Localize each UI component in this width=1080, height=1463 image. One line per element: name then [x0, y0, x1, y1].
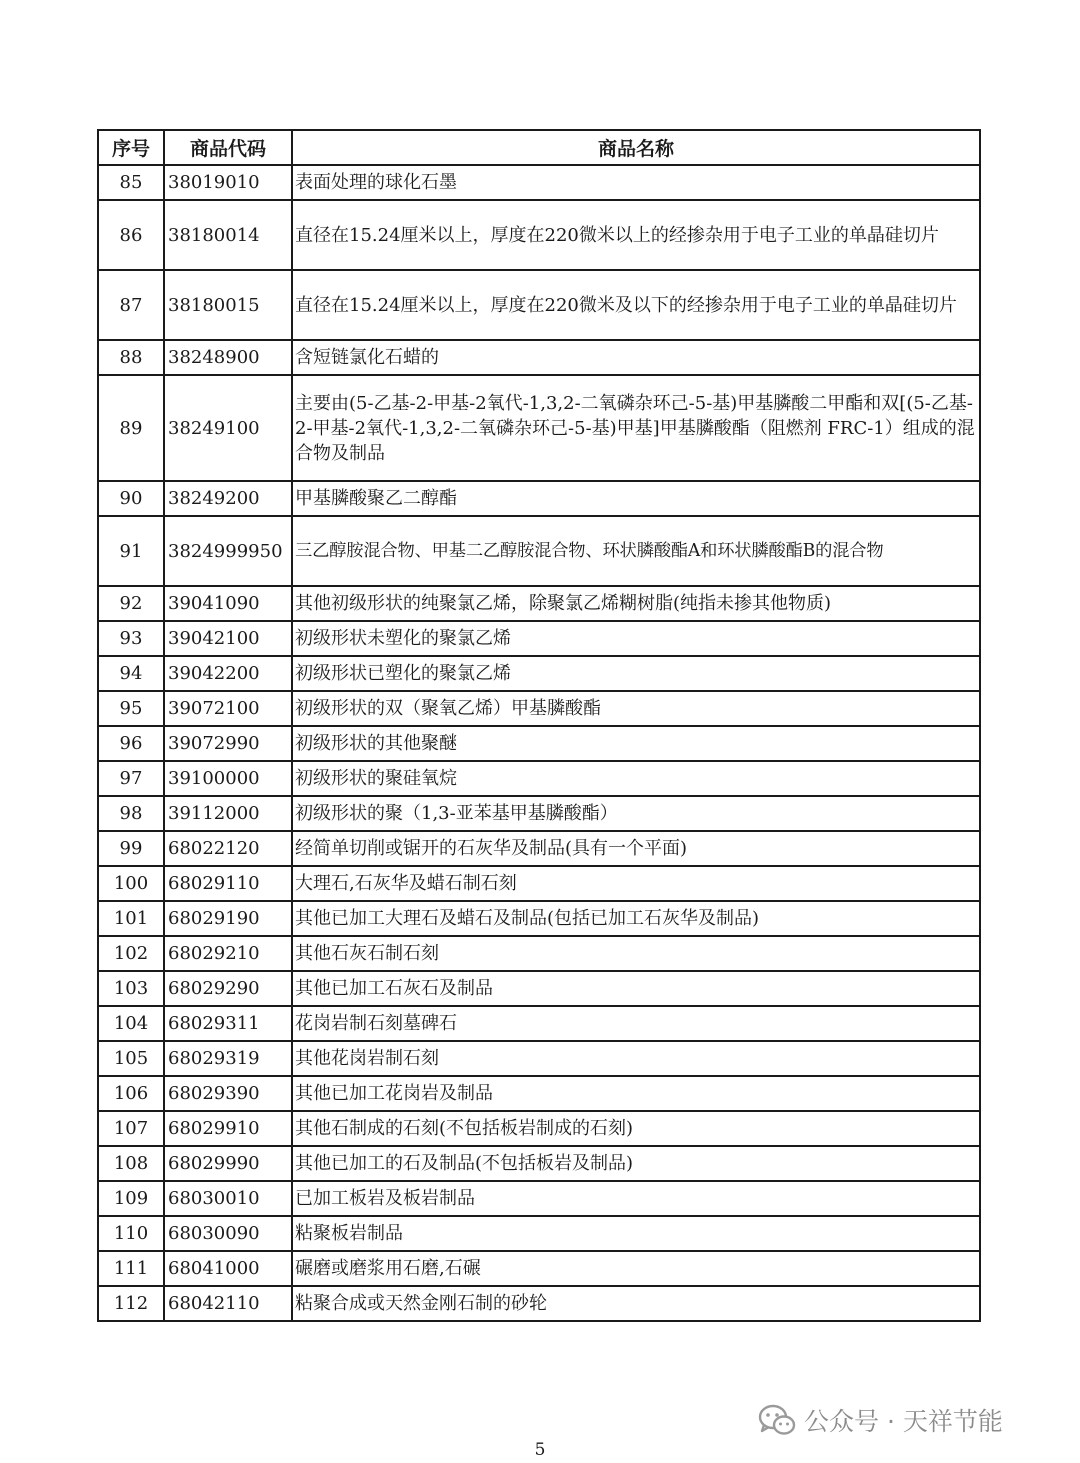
header-code: 商品代码 — [164, 130, 292, 165]
row-name: 甲基膦酸聚乙二醇酯 — [292, 481, 980, 516]
row-code: 39072100 — [164, 691, 292, 726]
row-code: 39112000 — [164, 796, 292, 831]
table-row — [98, 866, 980, 901]
row-code: 68029190 — [164, 901, 292, 936]
table-row — [98, 901, 980, 936]
row-no: 85 — [98, 165, 164, 200]
row-no: 87 — [98, 270, 164, 340]
table-row — [98, 165, 980, 200]
row-name: 粘聚合成或天然金刚石制的砂轮 — [292, 1286, 980, 1321]
row-name: 粘聚板岩制品 — [292, 1216, 980, 1251]
row-name: 直径在15.24厘米以上，厚度在220微米及以下的经掺杂用于电子工业的单晶硅切片 — [292, 270, 980, 340]
row-name: 其他花岗岩制石刻 — [292, 1041, 980, 1076]
table-row — [98, 796, 980, 831]
row-no: 102 — [98, 936, 164, 971]
row-code: 68029319 — [164, 1041, 292, 1076]
commodity-table — [97, 129, 981, 1322]
row-code: 68022120 — [164, 831, 292, 866]
row-name: 碾磨或磨浆用石磨,石碾 — [292, 1251, 980, 1286]
row-no: 93 — [98, 621, 164, 656]
row-code: 39042100 — [164, 621, 292, 656]
row-name: 主要由(5-乙基-2-甲基-2氧代-1,3,2-二氧磷杂环己-5-基)甲基膦酸二甲酯和双[(5-乙基-2-甲基-2氧代-1,3,2-二氧磷杂环己-5-基)甲基]甲基膦酸酯（阻燃剂 FRC-1）组成的混合物及制品 — [292, 375, 980, 481]
row-name: 直径在15.24厘米以上，厚度在220微米以上的经掺杂用于电子工业的单晶硅切片 — [292, 200, 980, 270]
table-row — [98, 1076, 980, 1111]
table-row — [98, 1181, 980, 1216]
table-row — [98, 726, 980, 761]
row-no: 88 — [98, 340, 164, 375]
row-code: 39042200 — [164, 656, 292, 691]
row-no: 90 — [98, 481, 164, 516]
row-no: 91 — [98, 516, 164, 586]
row-code: 68029110 — [164, 866, 292, 901]
row-no: 112 — [98, 1286, 164, 1321]
row-name: 其他初级形状的纯聚氯乙烯，除聚氯乙烯糊树脂(纯指未掺其他物质) — [292, 586, 980, 621]
table-row — [98, 1041, 980, 1076]
page-number: 5 — [534, 1440, 546, 1460]
row-code: 39072990 — [164, 726, 292, 761]
table-row — [98, 656, 980, 691]
row-no: 111 — [98, 1251, 164, 1286]
row-no: 96 — [98, 726, 164, 761]
row-name: 其他石制成的石刻(不包括板岩制成的石刻) — [292, 1111, 980, 1146]
watermark-text: 公众号 · 天祥节能 — [804, 1407, 1003, 1436]
table-row — [98, 936, 980, 971]
row-no: 109 — [98, 1181, 164, 1216]
row-name: 初级形状已塑化的聚氯乙烯 — [292, 656, 980, 691]
row-name: 表面处理的球化石墨 — [292, 165, 980, 200]
row-code: 39041090 — [164, 586, 292, 621]
row-name: 其他已加工的石及制品(不包括板岩及制品) — [292, 1146, 980, 1181]
row-code: 38249100 — [164, 375, 292, 481]
row-name: 初级形状的聚硅氧烷 — [292, 761, 980, 796]
table-row — [98, 761, 980, 796]
row-code: 68029290 — [164, 971, 292, 1006]
row-name: 初级形状的双（聚氧乙烯）甲基膦酸酯 — [292, 691, 980, 726]
row-no: 94 — [98, 656, 164, 691]
row-code: 68029990 — [164, 1146, 292, 1181]
table-row — [98, 1286, 980, 1321]
table-row — [98, 516, 980, 586]
row-no: 95 — [98, 691, 164, 726]
row-no: 100 — [98, 866, 164, 901]
table-row — [98, 375, 980, 481]
header-no: 序号 — [98, 130, 164, 165]
watermark — [758, 1402, 1003, 1438]
row-code: 68042110 — [164, 1286, 292, 1321]
row-no: 92 — [98, 586, 164, 621]
row-name: 其他已加工花岗岩及制品 — [292, 1076, 980, 1111]
row-name: 其他石灰石制石刻 — [292, 936, 980, 971]
table-row — [98, 621, 980, 656]
row-no: 99 — [98, 831, 164, 866]
row-no: 107 — [98, 1111, 164, 1146]
row-no: 105 — [98, 1041, 164, 1076]
row-no: 97 — [98, 761, 164, 796]
row-code: 68030090 — [164, 1216, 292, 1251]
table-row — [98, 971, 980, 1006]
table-row — [98, 1216, 980, 1251]
row-code: 39100000 — [164, 761, 292, 796]
row-name: 经简单切削或锯开的石灰华及制品(具有一个平面) — [292, 831, 980, 866]
row-code: 68029390 — [164, 1076, 292, 1111]
row-code: 38248900 — [164, 340, 292, 375]
row-name: 其他已加工大理石及蜡石及制品(包括已加工石灰华及制品) — [292, 901, 980, 936]
row-no: 104 — [98, 1006, 164, 1041]
row-no: 101 — [98, 901, 164, 936]
table-row — [98, 831, 980, 866]
table-header-row — [98, 130, 980, 165]
row-code: 38019010 — [164, 165, 292, 200]
row-code: 68030010 — [164, 1181, 292, 1216]
table-row — [98, 586, 980, 621]
row-name: 大理石,石灰华及蜡石制石刻 — [292, 866, 980, 901]
row-code: 38180014 — [164, 200, 292, 270]
row-no: 98 — [98, 796, 164, 831]
table-row — [98, 1006, 980, 1041]
row-name: 初级形状的聚（1,3-亚苯基甲基膦酸酯） — [292, 796, 980, 831]
wechat-icon — [758, 1404, 796, 1436]
row-name: 三乙醇胺混合物、甲基二乙醇胺混合物、环状膦酸酯A和环状膦酸酯B的混合物 — [292, 516, 980, 586]
row-name: 已加工板岩及板岩制品 — [292, 1181, 980, 1216]
row-no: 86 — [98, 200, 164, 270]
table-row — [98, 270, 980, 340]
row-no: 110 — [98, 1216, 164, 1251]
row-code: 68029210 — [164, 936, 292, 971]
table-row — [98, 691, 980, 726]
row-code: 68029910 — [164, 1111, 292, 1146]
table-row — [98, 200, 980, 270]
row-name: 初级形状未塑化的聚氯乙烯 — [292, 621, 980, 656]
row-no: 106 — [98, 1076, 164, 1111]
table-row — [98, 1146, 980, 1181]
row-no: 108 — [98, 1146, 164, 1181]
table-row — [98, 1111, 980, 1146]
row-name: 初级形状的其他聚醚 — [292, 726, 980, 761]
row-no: 103 — [98, 971, 164, 1006]
row-no: 89 — [98, 375, 164, 481]
row-code: 38249200 — [164, 481, 292, 516]
table-row — [98, 481, 980, 516]
row-code: 3824999950 — [164, 516, 292, 586]
row-code: 68041000 — [164, 1251, 292, 1286]
row-name: 其他已加工石灰石及制品 — [292, 971, 980, 1006]
header-name: 商品名称 — [292, 130, 980, 165]
row-code: 68029311 — [164, 1006, 292, 1041]
row-name: 花岗岩制石刻墓碑石 — [292, 1006, 980, 1041]
table-row — [98, 340, 980, 375]
row-name: 含短链氯化石蜡的 — [292, 340, 980, 375]
table-row — [98, 1251, 980, 1286]
row-code: 38180015 — [164, 270, 292, 340]
